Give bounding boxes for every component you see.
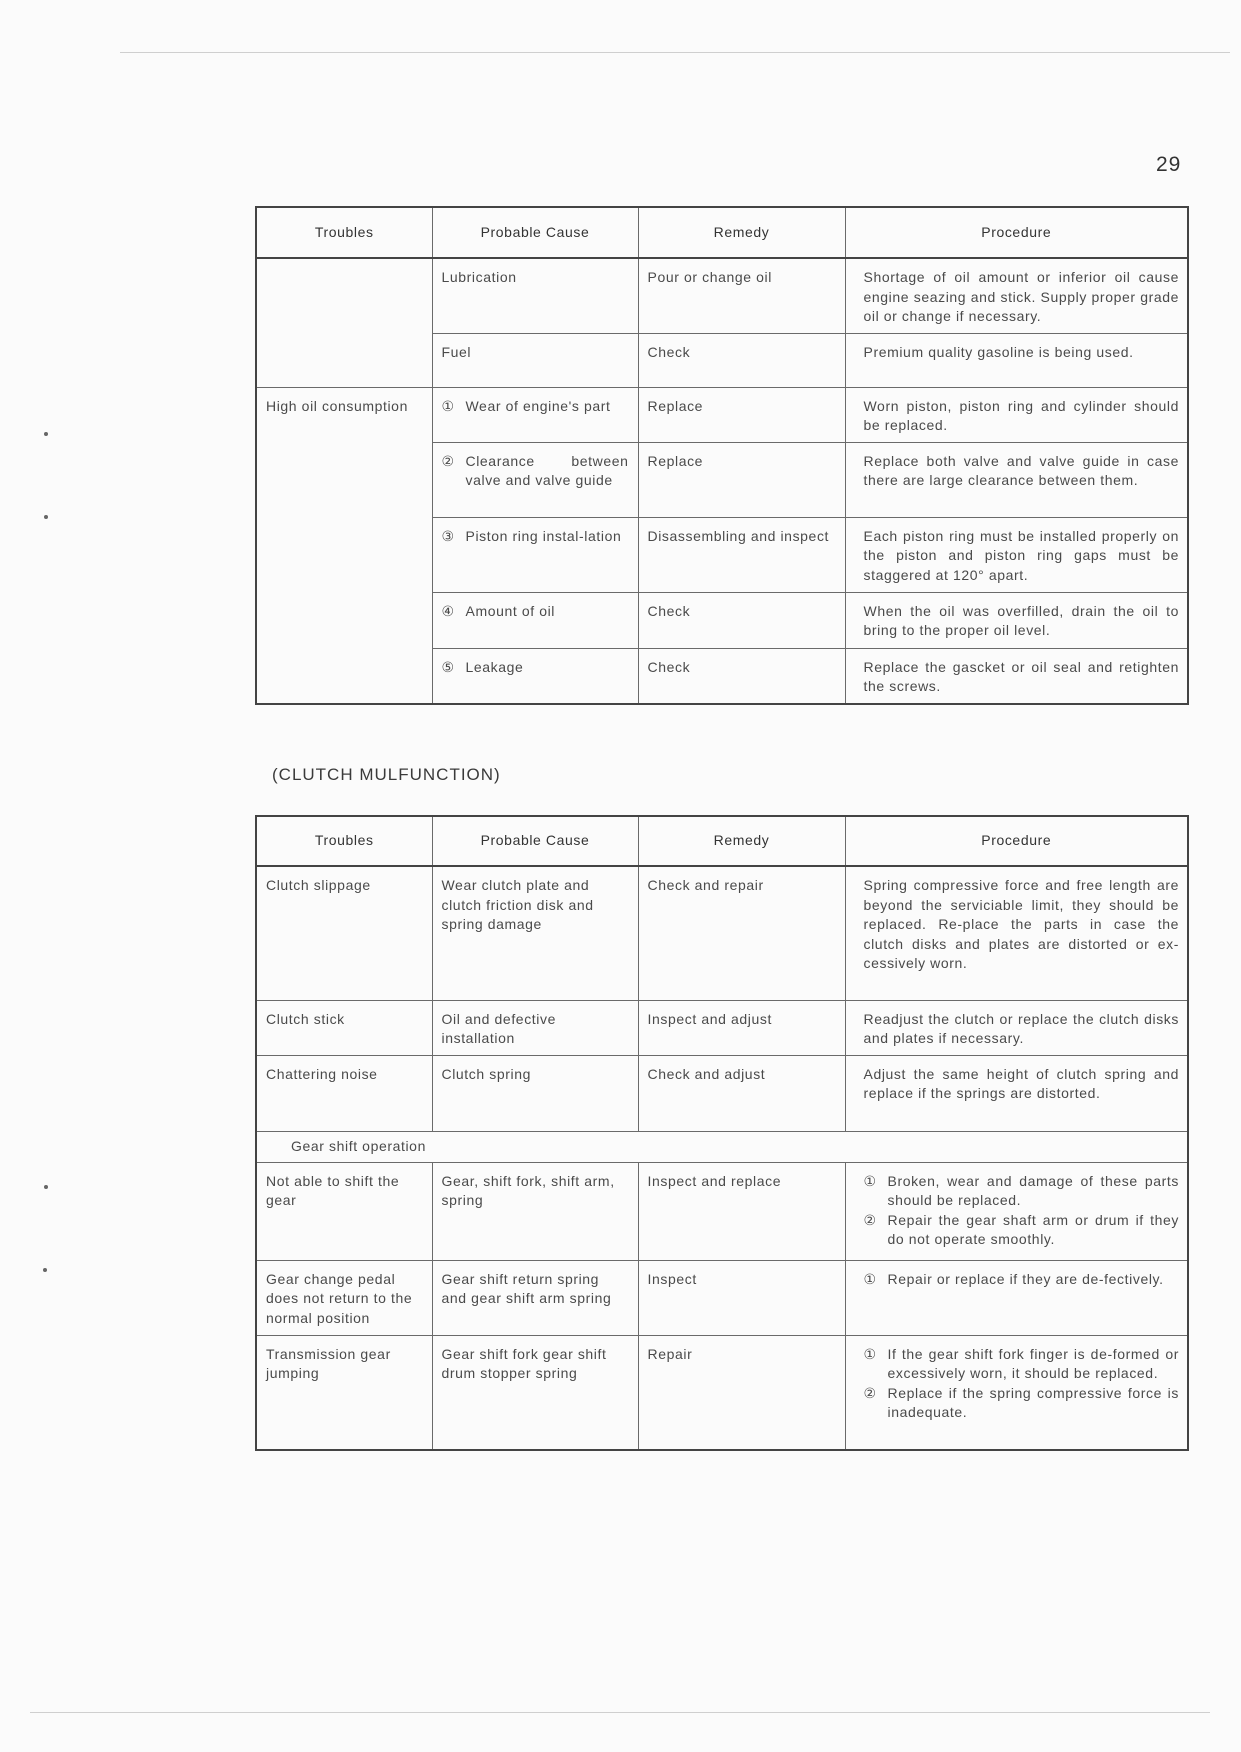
header-procedure: Procedure (845, 207, 1188, 258)
probable-cause-cell: Lubrication (432, 258, 638, 333)
trouble-cell: Transmission gear jumping (256, 1335, 432, 1450)
table-row (256, 1055, 1188, 1131)
procedure-cell: Adjust the same height of clutch spring and replace if the springs are distorted. (845, 1055, 1188, 1131)
procedure-item-number: ① (863, 1270, 877, 1287)
trouble-cell: High oil consumption (256, 387, 432, 704)
scan-speck (44, 432, 48, 436)
procedure-cell: Replace both valve and valve guide in case there are large clearance between them. (845, 442, 1188, 517)
table-row (256, 1260, 1188, 1335)
procedure-item-text: Repair the gear shaft arm or drum if they do not operate smoothly. (887, 1211, 1179, 1247)
probable-cause-cell (432, 387, 638, 442)
probable-cause-cell (432, 592, 638, 648)
table-row (256, 387, 1188, 442)
page-number: 29 (1156, 153, 1182, 176)
procedure-cell: Shortage of oil amount or inferior oil cause engine seazing and stick. Supply proper grade oil or change if necessary. (845, 258, 1188, 333)
remedy-cell: Check and adjust (638, 1055, 845, 1131)
remedy-cell: Check (638, 648, 845, 704)
procedure-item-number: ① (863, 1172, 877, 1189)
trouble-cell: Chattering noise (256, 1055, 432, 1131)
procedure-item-number: ② (863, 1384, 877, 1401)
table-row (256, 258, 1188, 333)
procedure-cell: When the oil was overfilled, drain the oil to bring to the proper oil level. (845, 592, 1188, 648)
cause-item-text: Leakage (465, 658, 524, 675)
procedure-cell: Readjust the clutch or replace the clutch disks and plates if necessary. (845, 1000, 1188, 1055)
header-probable-cause: Probable Cause (432, 816, 638, 866)
procedure-cell: Replace the gascket or oil seal and retighten the screws. (845, 648, 1188, 704)
cause-item (442, 452, 629, 491)
table-row (256, 1162, 1188, 1260)
procedure-item (864, 1211, 1180, 1250)
scan-line-top (120, 52, 1230, 53)
header-troubles: Troubles (256, 816, 432, 866)
procedure-item-text: Replace if the spring compressive force is inadequate. (887, 1384, 1179, 1420)
remedy-cell: Replace (638, 442, 845, 517)
trouble-cell: Clutch slippage (256, 866, 432, 1000)
probable-cause-cell (432, 648, 638, 704)
cause-item (442, 397, 629, 417)
procedure-item (864, 1270, 1180, 1290)
header-remedy: Remedy (638, 207, 845, 258)
header-procedure: Procedure (845, 816, 1188, 866)
section-title: (CLUTCH MULFUNCTION) (272, 765, 501, 784)
trouble-cell: Not able to shift the gear (256, 1162, 432, 1260)
cause-item-number: ③ (441, 527, 455, 544)
remedy-cell: Check (638, 333, 845, 387)
probable-cause-cell: Gear shift return spring and gear shift arm spring (432, 1260, 638, 1335)
table-header-row (256, 207, 1188, 258)
remedy-cell: Pour or change oil (638, 258, 845, 333)
cause-item-text: Amount of oil (465, 602, 556, 619)
procedure-cell: Worn piston, piston ring and cylinder should be replaced. (845, 387, 1188, 442)
remedy-cell: Repair (638, 1335, 845, 1450)
remedy-cell: Disassembling and inspect (638, 517, 845, 592)
oil-consumption-troubleshooting-table (255, 206, 1189, 705)
cause-item (442, 602, 629, 622)
header-troubles: Troubles (256, 207, 432, 258)
table-row (256, 1335, 1188, 1450)
cause-item-text: Wear of engine's part (465, 397, 611, 414)
table-header-row (256, 816, 1188, 866)
probable-cause-cell (432, 442, 638, 517)
scan-speck (44, 515, 48, 519)
procedure-item-number: ① (863, 1345, 877, 1362)
cause-item-text: Piston ring instal-lation (465, 527, 622, 544)
probable-cause-cell: Oil and defective installation (432, 1000, 638, 1055)
procedure-cell (845, 1260, 1188, 1335)
remedy-cell: Replace (638, 387, 845, 442)
procedure-item-text: Broken, wear and damage of these parts should be replaced. (887, 1172, 1179, 1208)
procedure-cell: Spring compressive force and free length are beyond the serviciable limit, they should be replaced. Re-place the parts in case the clutch disks and plates are distorted or ex-cessively worn. (845, 866, 1188, 1000)
probable-cause-cell: Gear, shift fork, shift arm, spring (432, 1162, 638, 1260)
gear-shift-subheading: Gear shift operation (256, 1131, 1188, 1162)
procedure-item (864, 1172, 1180, 1211)
cause-item (442, 658, 629, 678)
subheading-row (256, 1131, 1188, 1162)
cause-item-number: ① (441, 397, 455, 414)
table-row (256, 1000, 1188, 1055)
header-probable-cause: Probable Cause (432, 207, 638, 258)
remedy-cell: Check (638, 592, 845, 648)
remedy-cell: Inspect and adjust (638, 1000, 845, 1055)
remedy-cell: Inspect (638, 1260, 845, 1335)
header-remedy: Remedy (638, 816, 845, 866)
procedure-cell: Each piston ring must be installed properly on the piston and piston ring gaps must be staggered at 120° apart. (845, 517, 1188, 592)
table-row (256, 866, 1188, 1000)
procedure-item-text: If the gear shift fork finger is de-formed or excessively worn, it should be replaced. (887, 1345, 1179, 1381)
procedure-item (864, 1384, 1180, 1423)
trouble-cell (256, 258, 432, 387)
cause-item-number: ⑤ (441, 658, 455, 675)
trouble-cell: Clutch stick (256, 1000, 432, 1055)
trouble-cell: Gear change pedal does not return to the normal position (256, 1260, 432, 1335)
probable-cause-cell (432, 517, 638, 592)
procedure-cell (845, 1162, 1188, 1260)
procedure-item-text: Repair or replace if they are de-fectively. (887, 1270, 1164, 1287)
scan-speck (44, 1185, 48, 1189)
probable-cause-cell: Wear clutch plate and clutch friction disk and spring damage (432, 866, 638, 1000)
cause-item (442, 527, 629, 547)
cause-item-text: Clearance between valve and valve guide (465, 452, 629, 488)
procedure-item-number: ② (863, 1211, 877, 1228)
probable-cause-cell: Gear shift fork gear shift drum stopper spring (432, 1335, 638, 1450)
remedy-cell: Inspect and replace (638, 1162, 845, 1260)
cause-item-number: ④ (441, 602, 455, 619)
clutch-malfunction-table (255, 815, 1189, 1451)
scan-speck (43, 1268, 47, 1272)
procedure-item (864, 1345, 1180, 1384)
procedure-cell: Premium quality gasoline is being used. (845, 333, 1188, 387)
cause-item-number: ② (441, 452, 455, 469)
scan-line-bottom (30, 1712, 1210, 1713)
procedure-cell (845, 1335, 1188, 1450)
probable-cause-cell: Clutch spring (432, 1055, 638, 1131)
remedy-cell: Check and repair (638, 866, 845, 1000)
probable-cause-cell: Fuel (432, 333, 638, 387)
